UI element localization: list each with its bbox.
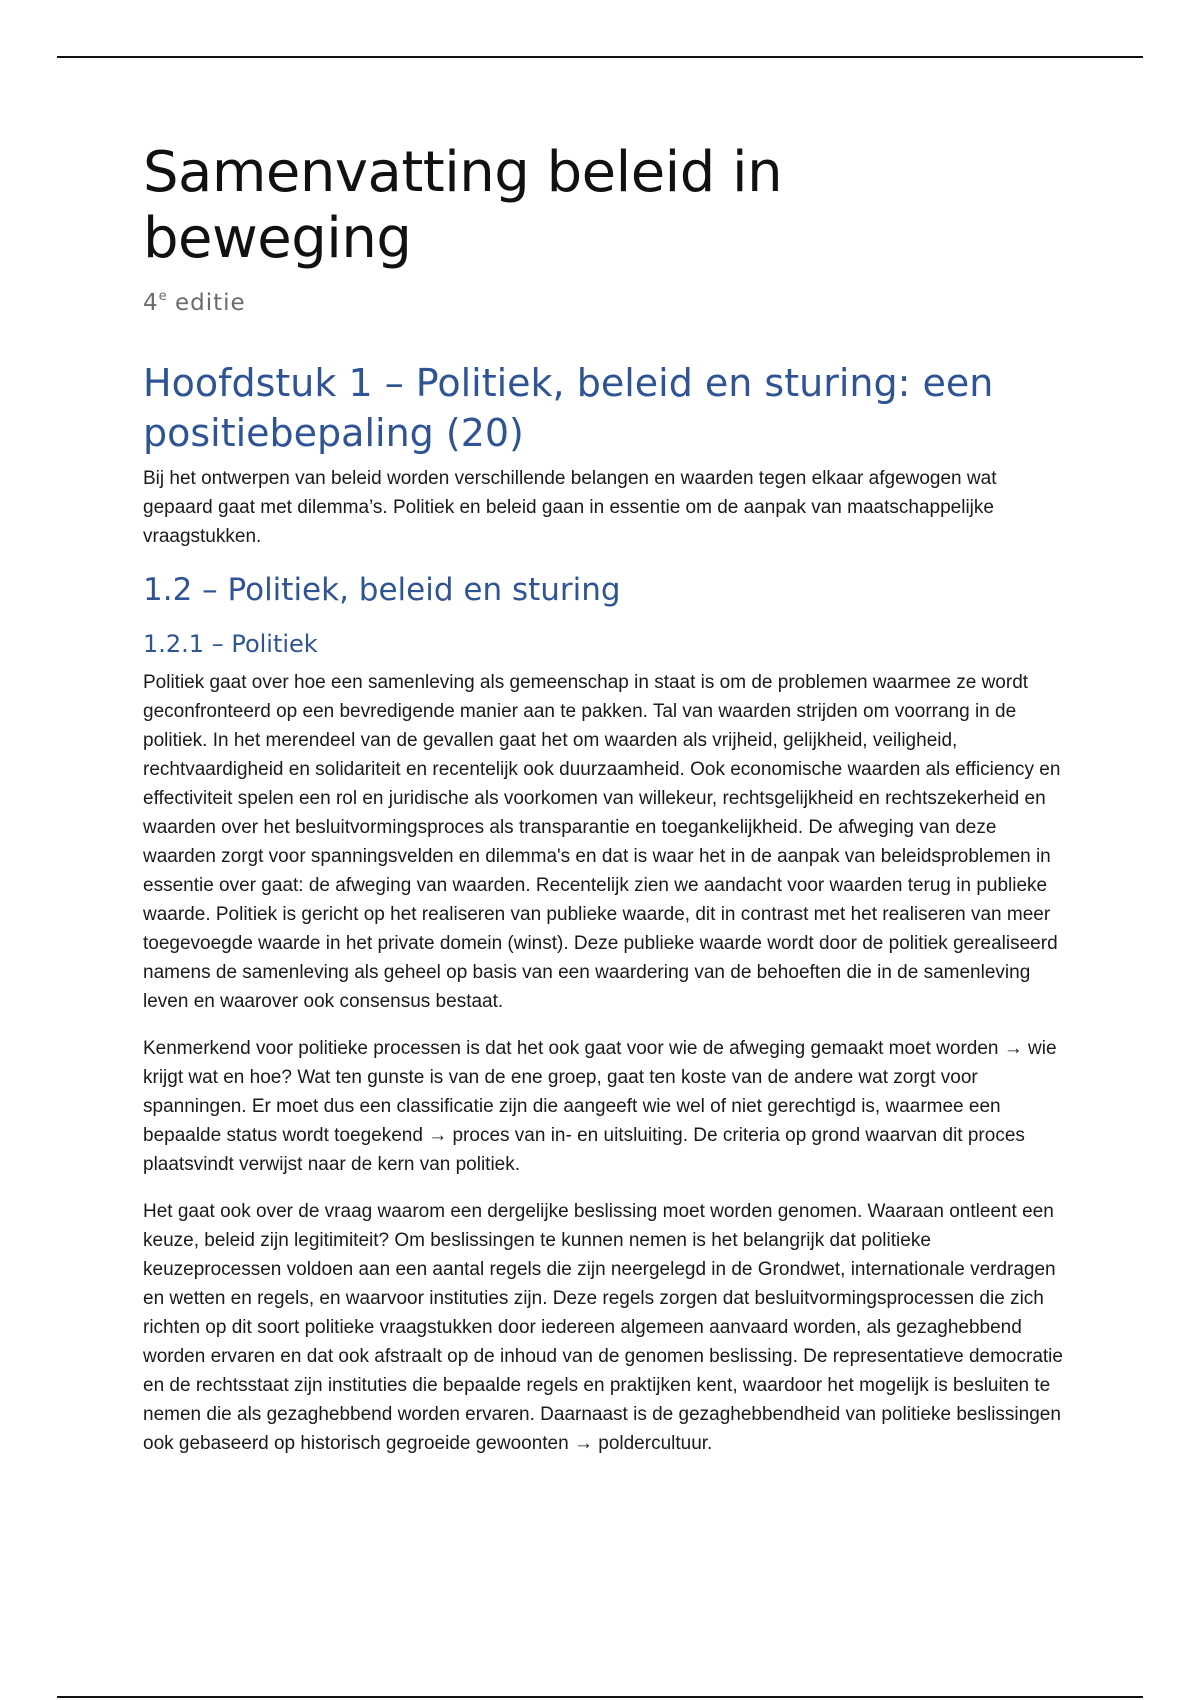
document-title: Samenvatting beleid in beweging	[143, 140, 783, 271]
edition-number: 4	[143, 290, 159, 316]
chapter-intro-paragraph: Bij het ontwerpen van beleid worden verschillende belangen en waarden tegen elkaar afgewogen wat gepaard gaat met dilemma’s. Politiek en beleid gaan in essentie om de aanpak van maatschappelijke vraagstukken.	[143, 468, 997, 547]
bottom-rule	[57, 1696, 1143, 1698]
document-subtitle	[143, 282, 1063, 318]
top-rule	[57, 56, 1143, 58]
subsection-heading: 1.2.1 – Politiek	[143, 630, 318, 658]
section-heading: 1.2 – Politiek, beleid en sturing	[143, 572, 621, 608]
body-paragraph: Het gaat ook over de vraag waarom een dergelijke beslissing moet worden genomen. Waaraan ontleent een keuze, beleid zijn legitimiteit? Om beslissingen te kunnen nemen is het belangrijk dat politieke keuzeprocessen voldoen aan een aantal regels die zijn neergelegd in de Grondwet, internationale verdragen en wetten en regels, en waarvoor instituties zijn. Deze regels zorgen dat besluitvormingsprocessen die zich richten op dit soort politieke vraagstukken door iedereen algemeen aanvaard worden, als gezaghebbend worden ervaren en dat ook afstraalt op de inhoud van de genomen beslissing. De representatieve democratie en de rechtsstaat zijn instituties die bepaalde regels en praktijken kent, waardoor het mogelijk is besluiten te nemen die als gezaghebbend worden ervaren. Daarnaast is de gezaghebbendheid van politieke beslissingen ook gebaseerd op historisch gegroeide gewoonten → poldercultuur.	[143, 1201, 1063, 1454]
chapter-heading: Hoofdstuk 1 – Politiek, beleid en sturing: een positiebepaling (20)	[143, 361, 994, 455]
document-body	[143, 140, 1063, 1458]
body-paragraph: Kenmerkend voor politieke processen is dat het ook gaat voor wie de afweging gemaakt moet worden → wie krijgt wat en hoe? Wat ten gunste is van de ene groep, gaat ten koste van de andere wat zorgt voor spanningen. Er moet dus een classificatie zijn die aangeeft wie wel of niet gerechtigd is, waarmee een bepaalde status wordt toegekend → proces van in- en uitsluiting. De criteria op grond waarvan dit proces plaatsvindt verwijst naar de kern van politiek.	[143, 1038, 1057, 1175]
edition-superscript: e	[158, 289, 167, 304]
body-paragraph: Politiek gaat over hoe een samenleving als gemeenschap in staat is om de problemen waarmee ze wordt geconfronteerd op een bevredigende manier aan te pakken. Tal van waarden strijden om voorrang in de politiek. In het merendeel van de gevallen gaat het om waarden als vrijheid, gelijkheid, veiligheid, rechtvaardigheid en solidariteit en recentelijk ook duurzaamheid. Ook economische waarden als efficiency en effectiviteit spelen een rol en juridische als voorkomen van willekeur, rechtsgelijkheid en rechtszekerheid en waarden over het besluitvormingsproces als transparantie en toegankelijkheid. De afweging van deze waarden zorgt voor spanningsvelden en dilemma's en dat is waar het in de aanpak van beleidsproblemen in essentie over gaat: de afweging van waarden. Recentelijk zien we aandacht voor waarden terug in publieke waarde. Politiek is gericht op het realiseren van publieke waarde, dit in contrast met het realiseren van meer toegevoegde waarde in het private domein (winst). Deze publieke waarde wordt door de politiek gerealiseerd namens de samenleving als geheel op basis van een waardering van de behoeften die in de samenleving leven en waarover ook consensus bestaat.	[143, 672, 1061, 1012]
edition-label: editie	[166, 290, 246, 316]
